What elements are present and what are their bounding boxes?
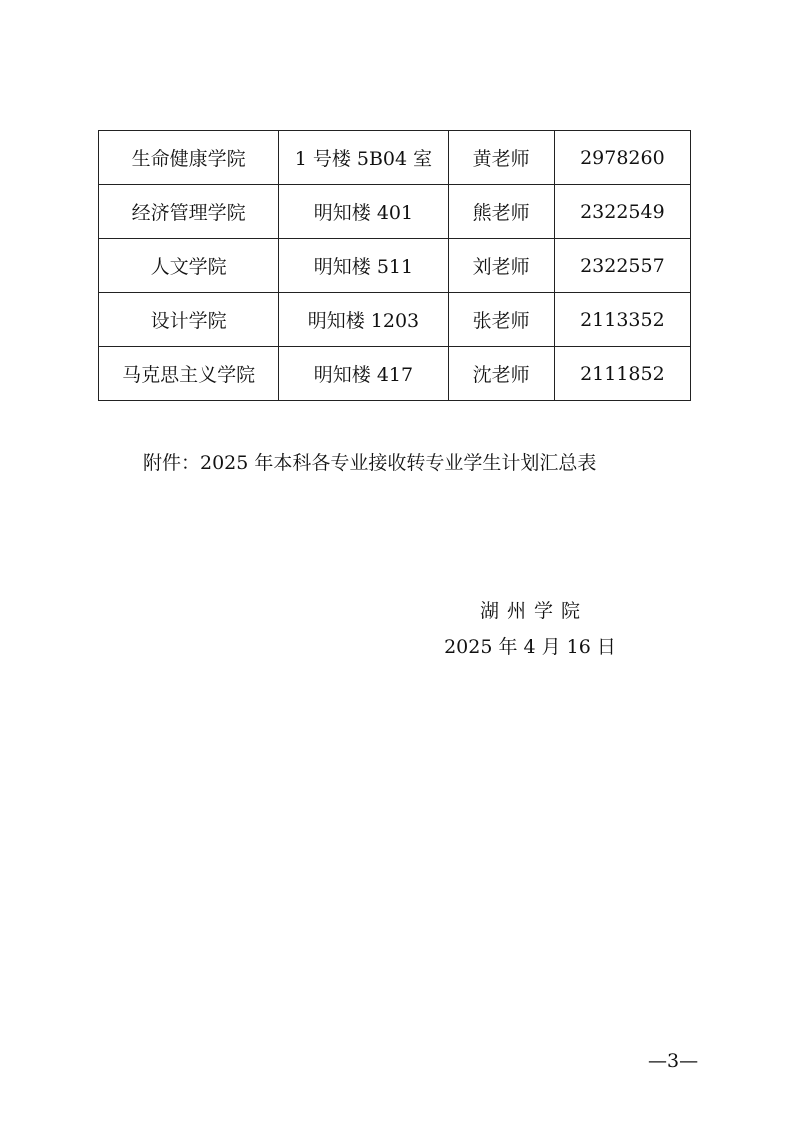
location-cell: 明知楼 1203 [279, 293, 448, 347]
attachment-note: 附件：2025 年本科各专业接收转专业学生计划汇总表 [143, 452, 597, 474]
table-row [99, 131, 691, 185]
phone-cell: 2111852 [554, 347, 690, 401]
table-row [99, 185, 691, 239]
teacher-cell: 黄老师 [448, 131, 554, 185]
phone-cell: 2978260 [554, 131, 690, 185]
contact-table [98, 130, 691, 401]
teacher-cell: 熊老师 [448, 185, 554, 239]
college-cell: 设计学院 [99, 293, 279, 347]
phone-cell: 2113352 [554, 293, 690, 347]
phone-cell: 2322557 [554, 239, 690, 293]
location-cell: 明知楼 417 [279, 347, 448, 401]
location-cell: 明知楼 511 [279, 239, 448, 293]
college-cell: 经济管理学院 [99, 185, 279, 239]
table-row [99, 239, 691, 293]
page-number: —3— [648, 1050, 699, 1072]
signature-block [440, 596, 620, 662]
table-row [99, 293, 691, 347]
table-row [99, 347, 691, 401]
phone-cell: 2322549 [554, 185, 690, 239]
signature-date: 2025 年 4 月 16 日 [444, 636, 616, 658]
signature-organization: 湖州学院 [479, 600, 588, 622]
location-cell: 1 号楼 5B04 室 [279, 131, 448, 185]
teacher-cell: 张老师 [448, 293, 554, 347]
college-cell: 人文学院 [99, 239, 279, 293]
location-cell: 明知楼 401 [279, 185, 448, 239]
college-cell: 生命健康学院 [99, 131, 279, 185]
teacher-cell: 刘老师 [448, 239, 554, 293]
teacher-cell: 沈老师 [448, 347, 554, 401]
college-cell: 马克思主义学院 [99, 347, 279, 401]
